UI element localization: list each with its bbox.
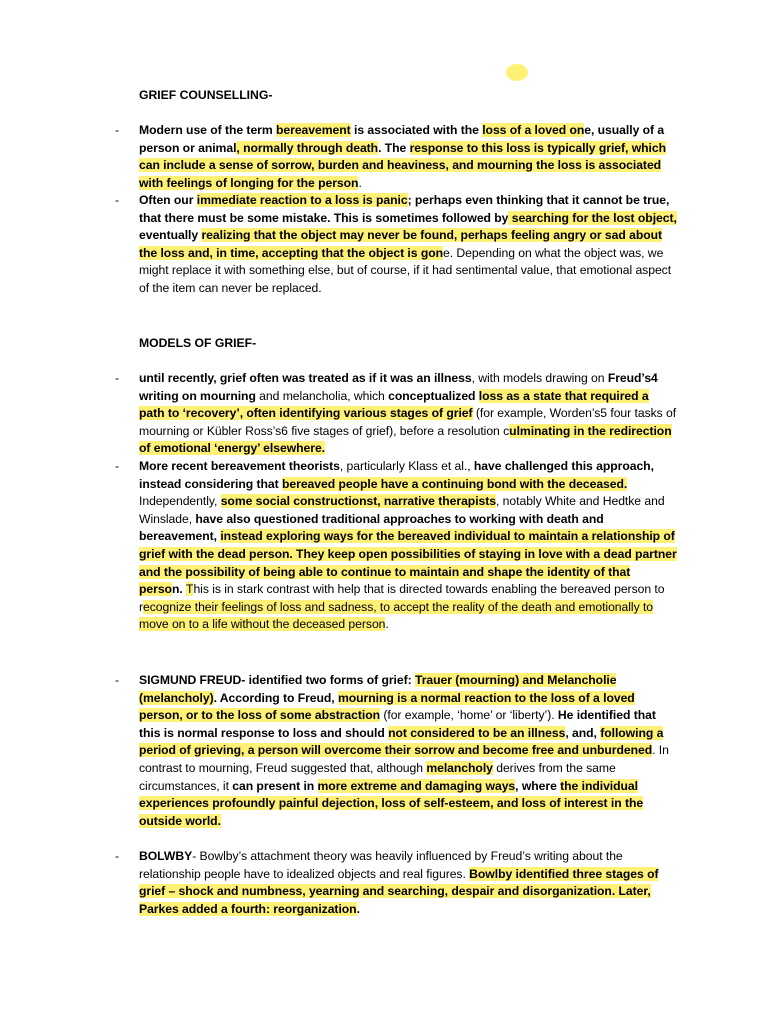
bullet-immediate-reaction [115,192,677,298]
highlight-mark [506,64,528,81]
text-run: have challenged this approach, instead considering that [139,459,654,491]
text-run: and melancholia, which [255,388,389,403]
text-run: ; perhaps even thinking that it cannot be true, that there must be some mistake. This is sometimes followed by [139,193,670,225]
highlighted-text-run: response to this loss is typically grief, which can include a sense of sorrow, burden and heaviness, and mourning the loss is associated with feelings of longing for the person [139,140,666,190]
text-run: , particularly Klass et al., [339,459,474,473]
section-heading-grief-counselling: GRIEF COUNSELLING- [139,88,273,102]
highlighted-text-run: the individual experiences profoundly painful d [139,778,638,811]
highlighted-text-run: following a period of grieving, a person will overcome their sorrow and become free and unburdened [139,725,664,758]
text-run: . [356,901,360,916]
highlighted-text-run: loss as a state that required a path to ‘recovery’, often identifying various stages of grief [139,388,649,421]
bullet-dash: - [115,673,120,687]
highlighted-text-run: bereavement [276,123,351,137]
text-run: derives from the same circumstances, it [139,760,616,793]
highlighted-text-run: Trauer (mourning) and Melancholie (melancholy) [139,673,617,705]
highlighted-text-run: instead exploring ways for the bereaved individual to maintain a relationship of grief with the dead person. They keep open possibilities of staying in love with a dead partner and the possibility of being able to continue to maintain and shape the identity of that perso [139,529,677,597]
text-run: his is in stark contrast with help that is directed towards enabling the bereaved person to r [139,582,665,614]
bullet-dash: - [115,849,120,863]
bullet-dash: - [115,371,120,385]
text-run: (for example, ‘home’ or ‘liberty’). [380,708,558,723]
text-run: , notably White and Hedtke and Winslade, [139,494,665,526]
highlighted-text-run: mourning is a normal reaction to the loss of a loved person, or to the loss of some abstraction [139,690,635,723]
text-run: can present in [232,778,318,793]
text-run: More recent bereavement theorists [139,459,340,473]
highlighted-text-run: ecognize their feelings of loss and sadness, to accept the reality of the death and emotionally to move on to a life without the deceased person [139,599,654,632]
text-run: conceptualized [388,388,479,403]
text-run: . [385,617,389,632]
text-run: , and, [565,725,601,740]
paragraph-text [139,459,677,631]
text-run: n. [171,582,187,597]
highlighted-text-run: loss of a loved on [482,123,585,137]
text-run: . In contrast to mourning, Freud suggested that, although [139,743,669,775]
text-run: . [358,175,362,190]
bullet-bolwby [115,848,677,918]
highlighted-text-run: realizing that the object may never be found, perhaps feeling angry or sad about the loss and, in time, accepting that the object is gon [139,228,663,260]
paragraph-text [139,193,677,295]
highlighted-text-run: some social constructionst, narrative therapists [220,494,496,509]
text-run: - Bowlby’s attachment theory was heavily influenced by Freud’s writing about the relationship people have to idealized objects and real figures. [139,849,623,881]
text-run: e, usually of a person or animal [139,123,665,155]
text-run: Freud’s4 writing on mourning [139,371,658,403]
text-run: is associated with the [350,123,483,137]
bullet-dash: - [115,459,120,473]
highlighted-text-run: searching for the lost object, [508,210,677,225]
text-run: Modern use of the term [139,123,276,137]
paragraph-text [139,849,658,916]
bullet-dash: - [115,123,120,137]
highlighted-text-run: ejection, loss of self-esteem, and loss of interest in the outside world. [139,796,644,828]
paragraph-text [139,123,666,190]
bullet-recent-theorists [115,458,677,634]
text-run: have also questioned traditional approaches to working with death and bereavement, [139,511,604,544]
text-run: . According to Freud, [213,690,338,705]
highlighted-text-run: Bowlby identified three stages of grief – shock and numbness, yearning and searching, despair and disorganization. Later, Parkes added a fourth: reorganization [139,866,659,916]
text-run: Often our [139,193,197,207]
highlighted-text-run: not considered to be an illness [388,725,566,740]
highlighted-text-run: melancholy [426,760,493,775]
text-run: Independently, [139,494,221,509]
bullet-dash: - [115,193,120,207]
bullet-bereavement [115,122,677,192]
paragraph-text [139,673,669,828]
bullet-sigmund-freud [115,672,677,830]
highlighted-text-run: T [186,582,194,597]
highlighted-text-run: ulminating in the redirection of emotional ‘energy’ elsewhere. [139,423,672,456]
text-run: , where [515,778,561,793]
text-run: He identified that this is normal response to loss and should [139,708,656,740]
text-run: eventually [139,228,202,243]
highlighted-text-run: immediate reaction to a loss is panic [196,193,408,207]
text-run: , with models drawing on [471,371,608,385]
highlighted-text-run: more extreme and damaging ways [317,778,516,793]
text-run: . The [378,140,410,155]
highlighted-text-run: , normally through death [236,140,379,155]
text-run: e. Depending on what the object was, we might replace it with something else, but of course, if it had sentimental value, that emotional aspect of the item can never be replaced. [139,245,672,295]
text-run: - identified two forms of grief: [241,673,415,687]
section-heading-models-of-grief: MODELS OF GRIEF- [139,336,257,350]
text-run: (for example, Worden’s5 four tasks of mourning or Kübler Ross’s6 five stages of grief), before a resolution c [139,406,677,438]
paragraph-text [139,371,676,455]
bullet-until-recently [115,370,677,458]
text-run: SIGMUND FREUD [139,673,242,687]
text-run: until recently, grief often was treated as if it was an illness [139,371,472,385]
highlighted-text-run: bereaved people have a continuing bond with the deceased. [282,476,628,491]
text-run: BOLWBY [139,849,193,863]
